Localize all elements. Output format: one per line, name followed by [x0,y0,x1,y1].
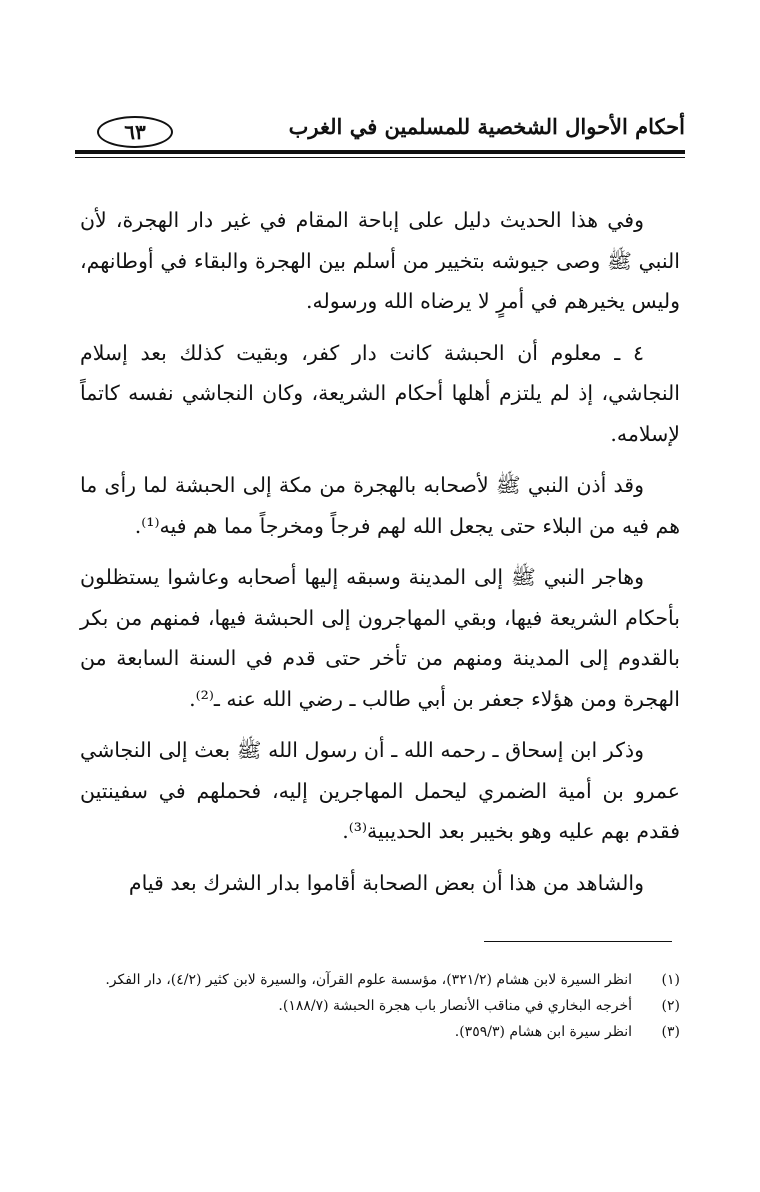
header-rule-thick [75,150,685,154]
paragraph: وذكر ابن إسحاق ـ رحمه الله ـ أن رسول الله ﷺ بعث إلى النجاشي عمرو بن أمية الضمري ليحمل المهاجرين إليه، فحملهم في سفينتين فقدم بهم عليه وهو بخيبر بعد الحديبية⁽³⁾. [80,738,680,843]
footnote-separator [484,941,672,942]
running-title: أحكام الأحوال الشخصية للمسلمين في الغرب [288,114,685,139]
footnote-number: (١) [661,972,680,988]
footnote-item [80,1020,680,1044]
paragraph: ٤ ـ معلوم أن الحبشة كانت دار كفر، وبقيت كذلك بعد إسلام النجاشي، إذ لم يلتزم أهلها أحكام الشريعة، وكان النجاشي نفسه كاتماً لإسلامه. [80,340,680,446]
paragraph: وقد أذن النبي ﷺ لأصحابه بالهجرة من مكة إلى الحبشة لما رأى ما هم فيه من البلاء حتى يجعل الله لهم فرجاً ومخرجاً مما هم فيه⁽¹⁾. [80,473,680,538]
paragraph: والشاهد من هذا أن بعض الصحابة أقاموا بدار الشرك بعد قيام [128,870,644,895]
paragraph: وهاجر النبي ﷺ إلى المدينة وسبقه إليها أصحابه وعاشوا يستظلون بأحكام الشريعة فيها، وبقي المهاجرون إلى الحبشة فيها، فمنهم من بكر بالقدوم إلى المدينة ومنهم من تأخر حتى قدم في السنة السابعة من الهجرة ومن هؤلاء جعفر بن أبي طالب ـ رضي الله عنه ـ⁽²⁾. [80,565,680,711]
footnote-number: (٣) [661,1024,680,1040]
header-rule-thin [75,157,685,158]
paragraph: وفي هذا الحديث دليل على إباحة المقام في غير دار الهجرة، لأن النبي ﷺ وصى جيوشه بتخيير من أسلم بين الهجرة والبقاء في أوطانهم، وليس يخيرهم في أمرٍ لا يرضاه الله ورسوله. [80,208,680,313]
footnote-text: أخرجه البخاري في مناقب الأنصار باب هجرة الحبشة (١٨٨/٧). [278,998,632,1014]
footnote-number: (٢) [661,998,680,1014]
footnote-text: انظر سيرة ابن هشام (٣٥٩/٣). [454,1024,632,1040]
footnote-item [80,968,680,992]
footnotes [80,968,680,1046]
page-number: ٦٣ [97,116,173,148]
main-text [80,200,680,903]
footnote-text: انظر السيرة لابن هشام (٣٢١/٢)، مؤسسة علوم القرآن، والسيرة لابن كثير (٤/٢)، دار الفكر. [105,972,632,988]
footnote-item [80,994,680,1018]
